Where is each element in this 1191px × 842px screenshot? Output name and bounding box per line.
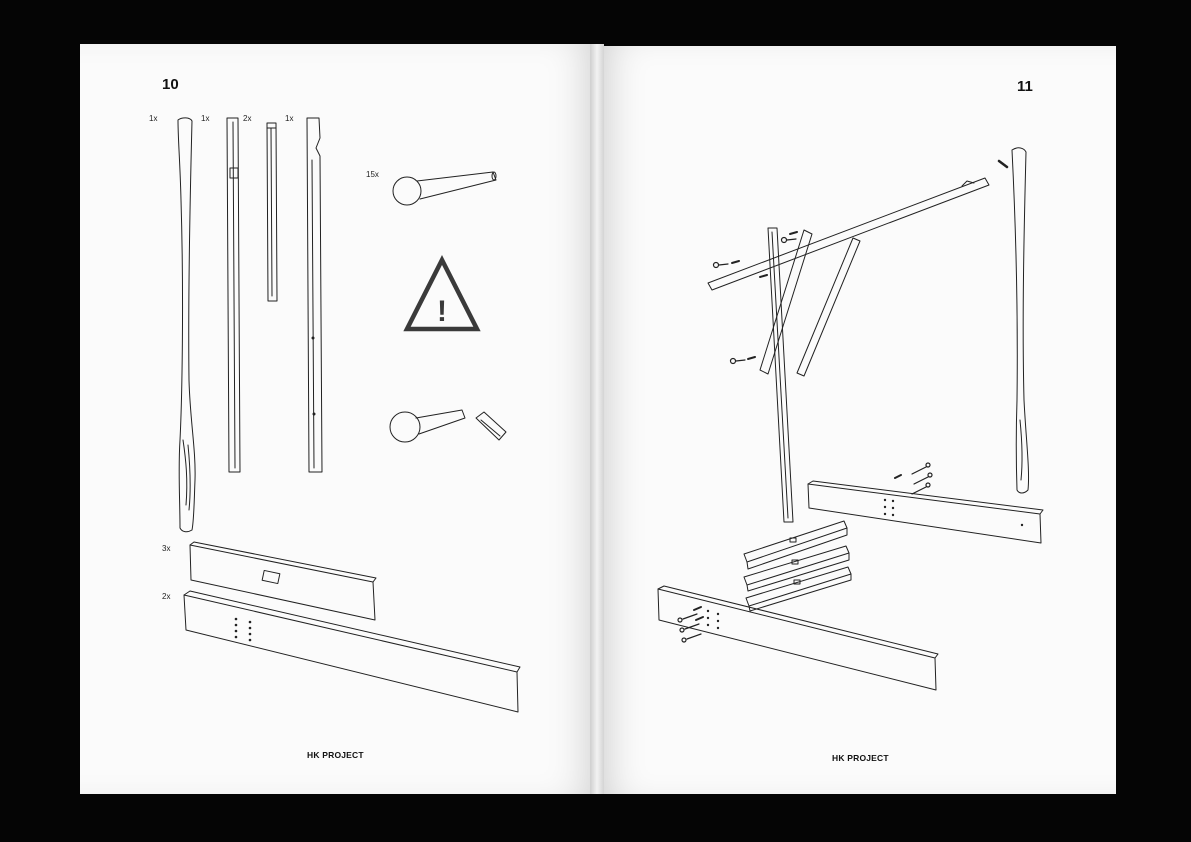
page-number-right: 11	[1017, 78, 1033, 95]
footer-right: HK PROJECT	[832, 753, 889, 763]
long-plank-part	[184, 591, 520, 712]
assembly-screw-cluster-mid	[895, 463, 932, 494]
assembly-screw-cluster-base	[678, 607, 703, 642]
warning-glyph: !	[437, 295, 447, 328]
footer-left: HK PROJECT	[307, 750, 364, 760]
page-number-left: 10	[162, 76, 179, 93]
assembly-crossbar	[708, 178, 989, 290]
branch-stick-part	[178, 118, 195, 532]
qty-long-rod: 1x	[201, 114, 210, 123]
qty-long-plank: 2x	[162, 592, 171, 601]
peg-part	[393, 172, 496, 205]
assembly-peg-mark	[999, 161, 1007, 167]
qty-short-plank: 3x	[162, 544, 171, 553]
notched-rod-part	[307, 118, 322, 472]
assembly-post	[768, 228, 793, 522]
qty-branch-stick: 1x	[149, 114, 158, 123]
peg-and-slot-part	[390, 410, 506, 442]
short-rod-part	[267, 123, 277, 301]
assembly-screws	[714, 232, 798, 364]
assembly-upper-board	[808, 481, 1043, 543]
qty-notched-rod: 1x	[285, 114, 294, 123]
assembly-branch	[1012, 148, 1029, 493]
assembly-stacked-planks	[744, 521, 851, 611]
qty-peg: 15x	[366, 170, 379, 179]
warning-triangle-icon	[407, 260, 477, 329]
assembly-base-board	[658, 586, 938, 690]
qty-short-rod: 2x	[243, 114, 252, 123]
short-plank-part	[190, 542, 376, 620]
long-rod-part	[227, 118, 240, 472]
